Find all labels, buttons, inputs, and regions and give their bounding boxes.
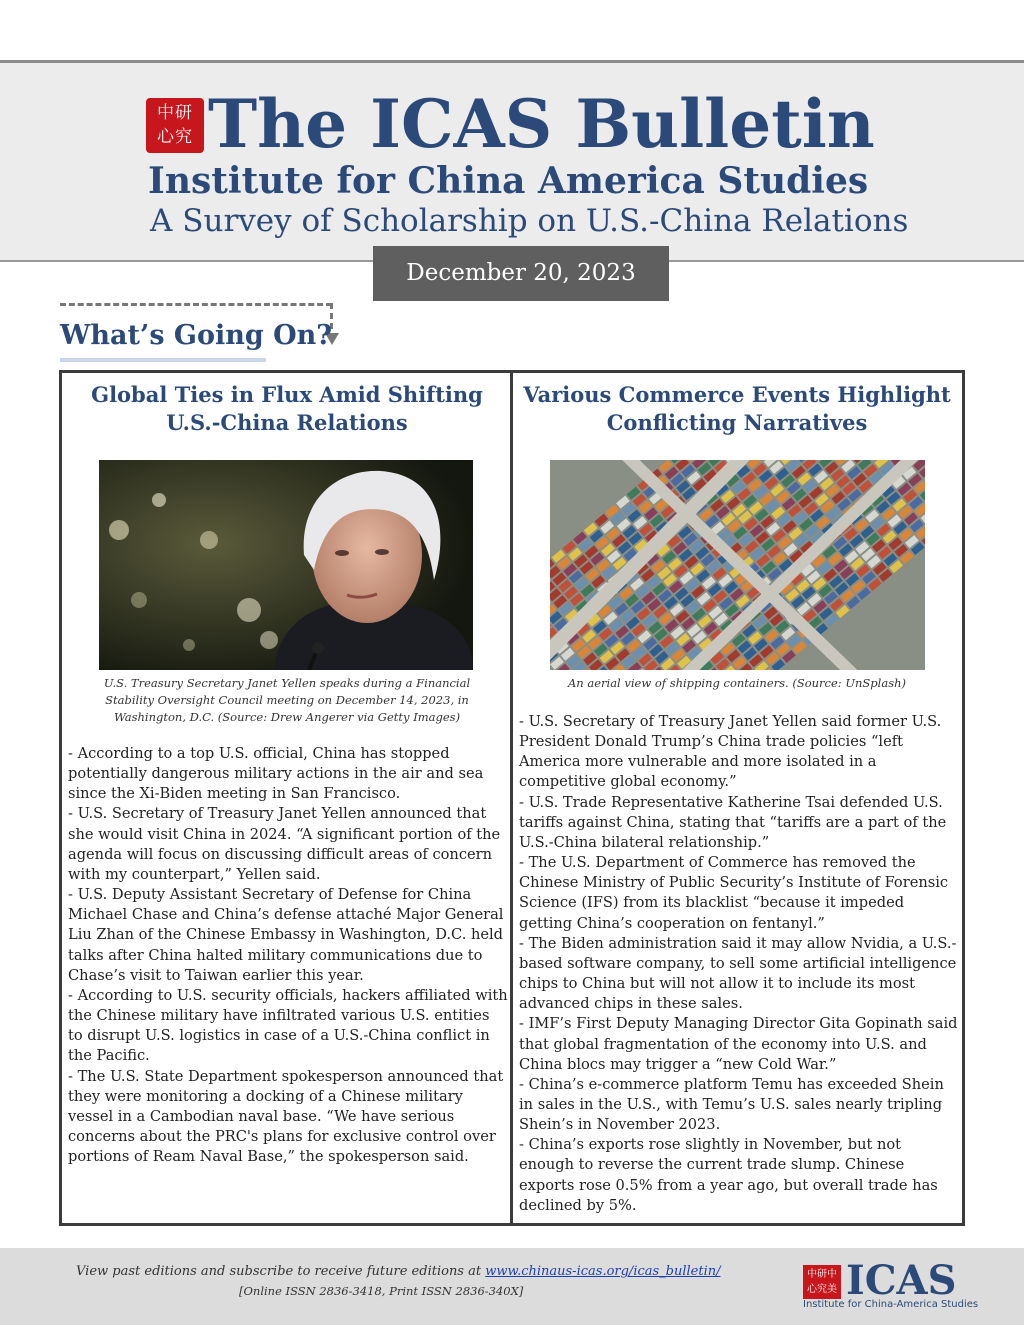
- yellen-photo: [99, 460, 473, 670]
- right-bullet-list: [519, 712, 959, 1216]
- yellen-photo-caption: U.S. Treasury Secretary Janet Yellen speaks during a Financial Stability Oversight Council meeting on December 14, 2023, in Washington, D.C. (Source: Drew Angerer via Getty Images): [103, 676, 471, 724]
- footer-seal-line-2: 心究美: [807, 1284, 837, 1295]
- footer-logo-wordmark: ICAS: [846, 1257, 957, 1304]
- column-divider: [510, 370, 513, 1226]
- list-item: - The U.S. Department of Commerce has removed the Chinese Ministry of Public Security’s Institute of Forensic Science (IFS) from its blacklist “because it impeded getting China’s cooperation on fentanyl.”: [519, 854, 949, 932]
- list-item: - U.S. Trade Representative Katherine Tsai defended U.S. tariffs against China, stating that “tariffs are a part of the U.S.-China bilateral relationship.”: [519, 793, 947, 851]
- footer-seal-line-1: 中研中: [807, 1269, 837, 1280]
- list-item: - U.S. Deputy Assistant Secretary of Defense for China Michael Chase and China’s defense attaché Major General Liu Zhan of the Chinese Embassy in Washington, D.C. held talks after China halted military communications due to Chase’s visit to Taiwan earlier this year.: [68, 886, 504, 984]
- left-bullet-list: [68, 744, 508, 1167]
- footer-logo-subtitle: Institute for China-America Studies: [803, 1299, 979, 1310]
- section-title: What’s Going On?: [60, 320, 333, 351]
- subscribe-prefix: View past editions and subscribe to receive future editions at: [76, 1264, 486, 1279]
- list-item: - According to a top U.S. official, China has stopped potentially dangerous military actions in the air and sea since the Xi-Biden meeting in San Francisco.: [68, 745, 484, 803]
- containers-photo-caption: An aerial view of shipping containers. (Source: UnSplash): [567, 676, 906, 690]
- shipping-containers-photo: [550, 460, 925, 670]
- list-item: - U.S. Secretary of Treasury Janet Yellen said former U.S. President Donald Trump’s China trade policies “left America more vulnerable and more isolated in a competitive global economy.”: [519, 713, 942, 791]
- list-item: - The Biden administration said it may allow Nvidia, a U.S.-based software company, to sell some artificial intelligence chips to China but will not allow it to include its most advanced chips in these sales.: [519, 934, 957, 1013]
- institute-name: Institute for China America Studies: [148, 160, 869, 202]
- bulletin-title: The ICAS Bulletin: [208, 85, 875, 163]
- left-column-heading: Global Ties in Flux Amid Shifting U.S.-China Relations: [91, 382, 483, 435]
- issue-date: December 20, 2023: [373, 246, 669, 301]
- issn-text: [Online ISSN 2836-3418, Print ISSN 2836-340X]: [239, 1284, 524, 1298]
- list-item: - China’s exports rose slightly in November, but not enough to reverse the current trade slump. Chinese exports rose 0.5% from a year ago, but overall trade has declined by 5%.: [519, 1136, 938, 1214]
- dashed-divider: [60, 303, 332, 306]
- footer-seal-logo: [803, 1265, 841, 1299]
- list-item: - The U.S. State Department spokesperson announced that they were monitoring a docking of a Chinese military vessel in a Cambodian naval base. “We have serious concerns about the PRC's plans for exclusive control over portions of Ream Naval Base,” the spokesperson said.: [68, 1067, 504, 1166]
- bulletin-tagline: A Survey of Scholarship on U.S.-China Relations: [150, 203, 909, 239]
- icas-seal-logo: [146, 98, 204, 153]
- list-item: - U.S. Secretary of Treasury Janet Yellen announced that she would visit China in 2024. “A significant portion of the agenda will focus on discussing difficult areas of concern with my counterpart,” Yellen said.: [68, 805, 501, 883]
- list-item: - According to U.S. security officials, hackers affiliated with the Chinese military have infiltrated various U.S. entities to disrupt U.S. logistics in case of a U.S.-China conflict in the Pacific.: [68, 986, 508, 1065]
- seal-line-1: 中研: [157, 103, 193, 123]
- list-item: - China’s e-commerce platform Temu has exceeded Shein in sales in the U.S., with Temu’s U.S. sales nearly tripling Shein’s in November 2023.: [519, 1075, 944, 1134]
- subscribe-text: [76, 1263, 721, 1281]
- section-underline: [60, 358, 266, 362]
- list-item: - IMF’s First Deputy Managing Director Gita Gopinath said that global fragmentation of the economy into U.S. and China blocs may trigger a “new Cold War.”: [519, 1015, 958, 1073]
- right-column-heading: Various Commerce Events Highlight Conflicting Narratives: [523, 382, 951, 435]
- bulletin-link[interactable]: www.chinaus-icas.org/icas_bulletin/: [485, 1264, 721, 1279]
- seal-line-2: 心究: [157, 127, 193, 147]
